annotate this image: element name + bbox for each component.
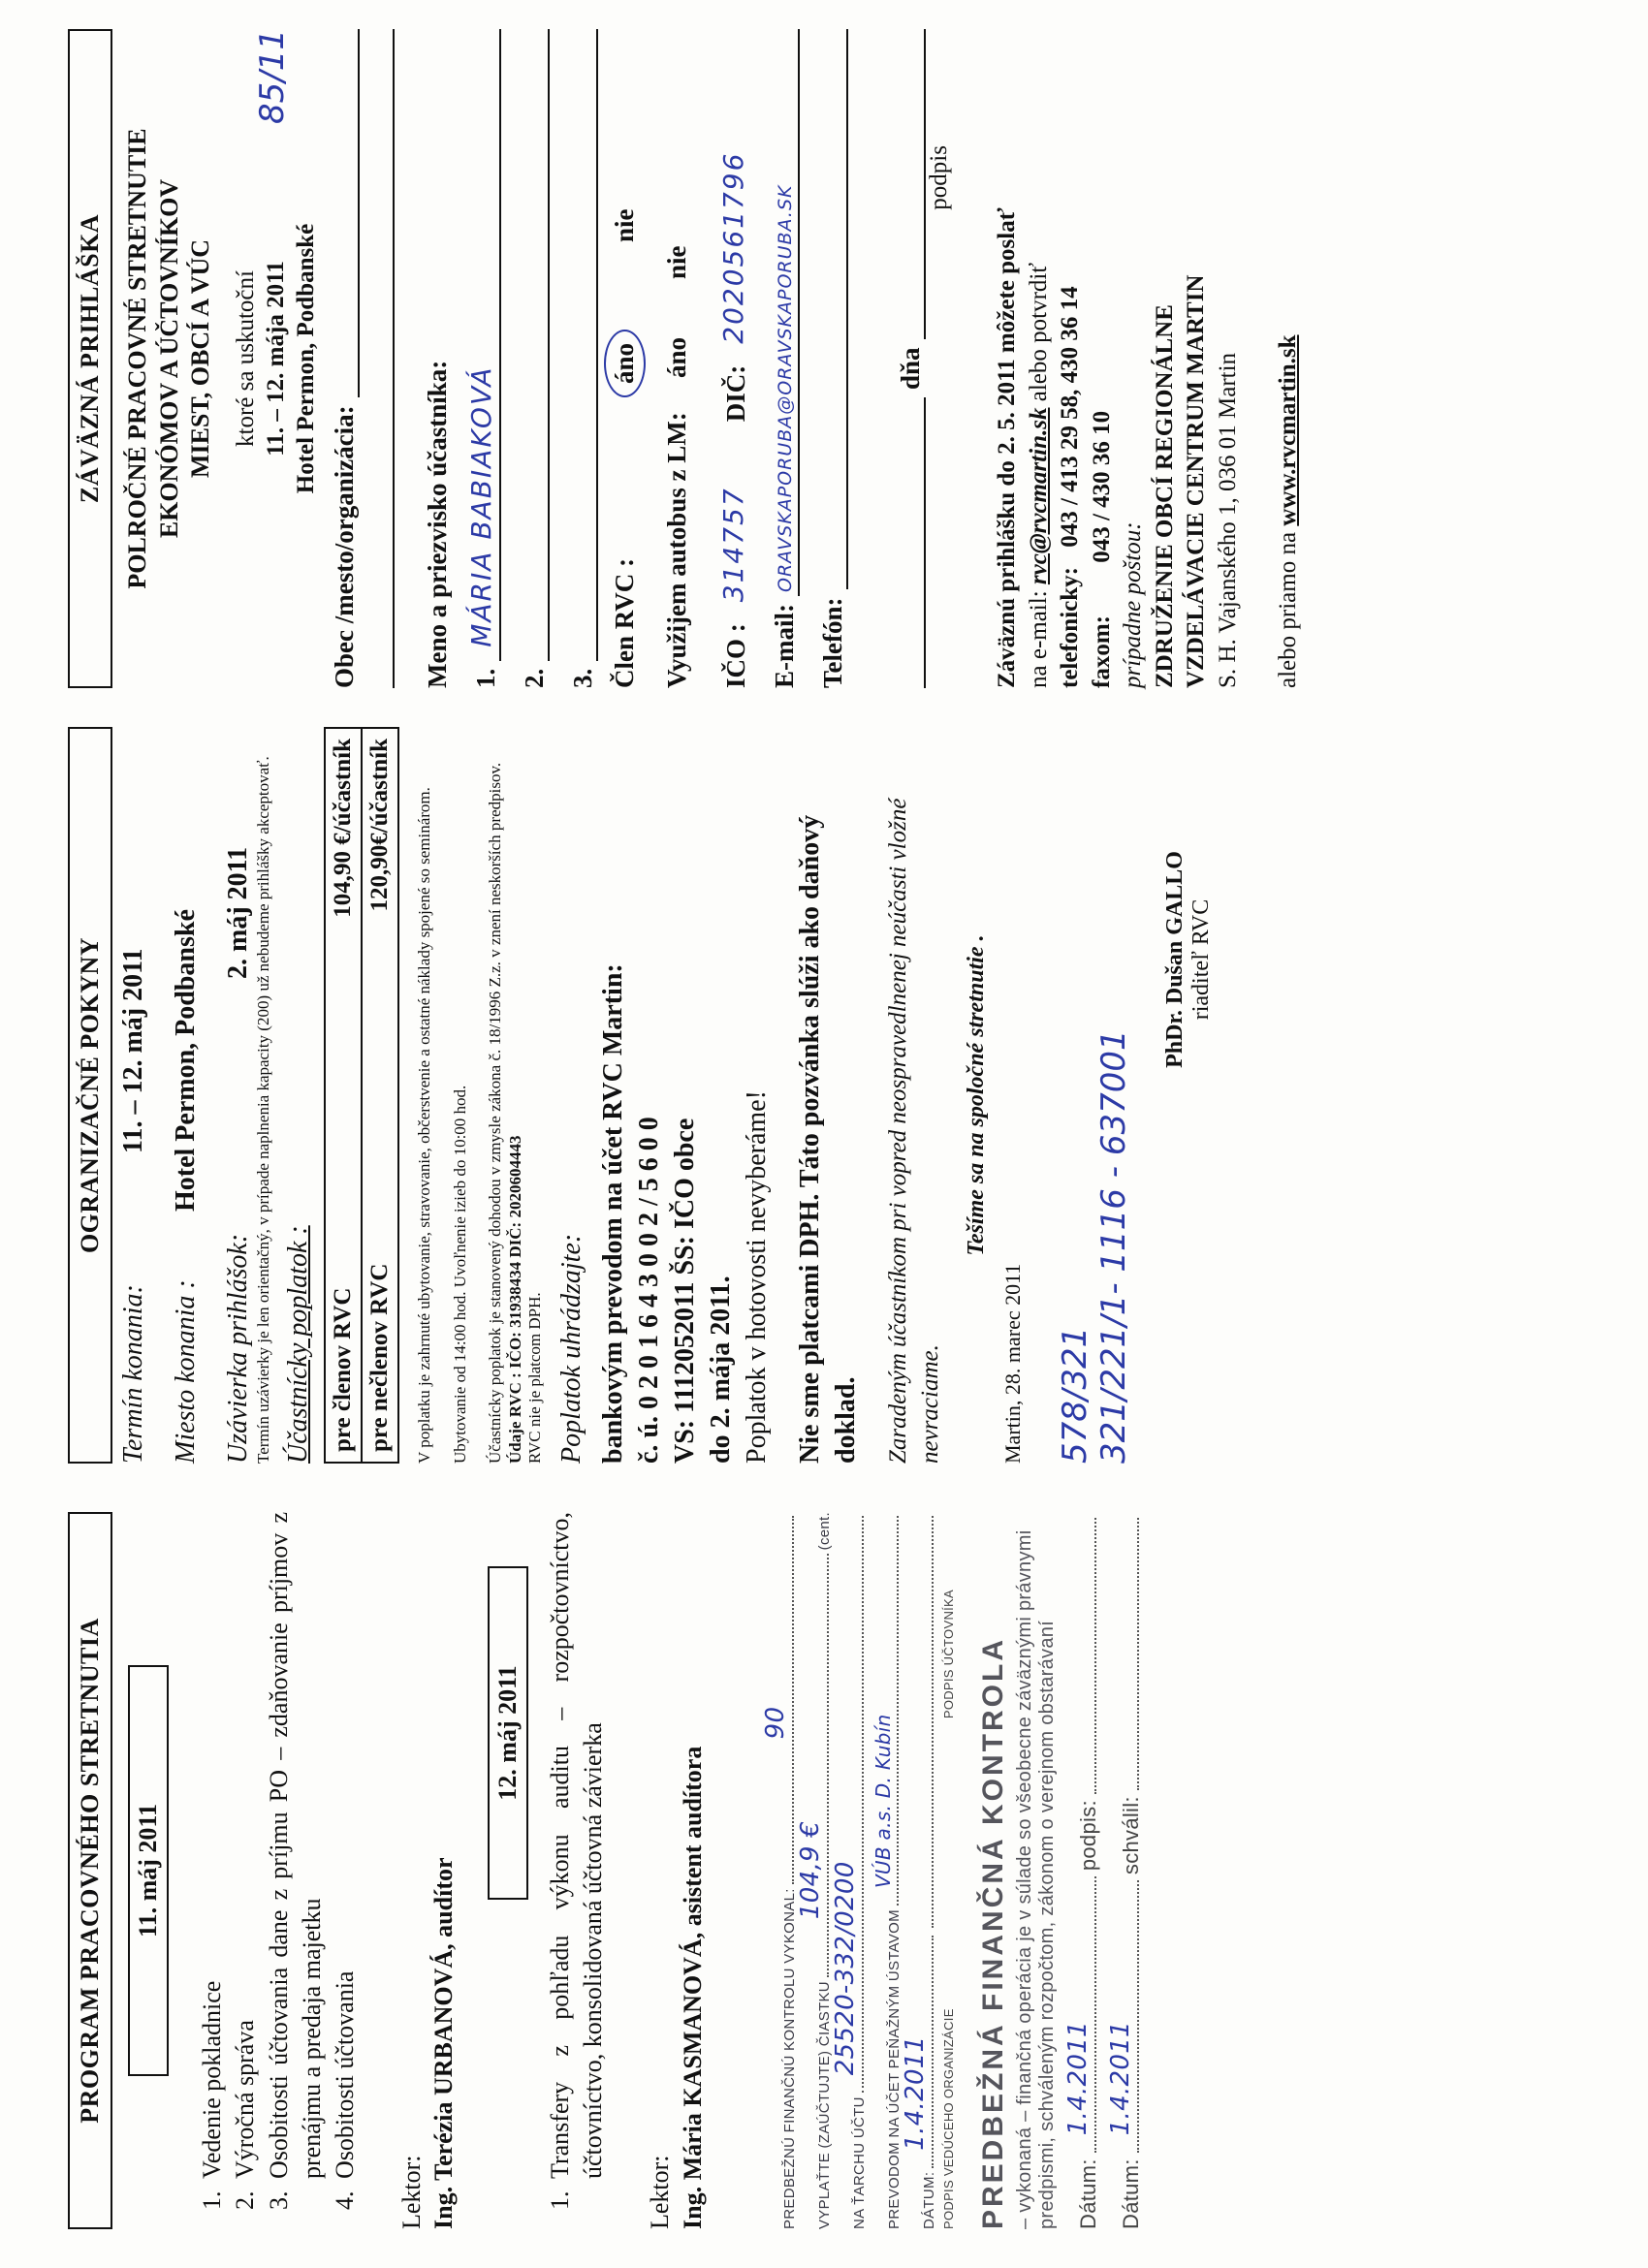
ico-input[interactable] xyxy=(718,422,751,615)
org-field-label: Obec /mesto/organizácia: xyxy=(330,405,360,688)
member-label: Člen RVC : xyxy=(609,557,639,688)
handwritten-value: 90 xyxy=(761,1706,791,1740)
contact-phone-row xyxy=(1055,29,1087,688)
date-sign-row xyxy=(868,29,926,688)
handwritten-value: 104,9 € xyxy=(796,1820,826,1920)
control-stamp-text: – vykonaná – finančná operácia je v súlade so všeobecne záväznými právnymi predpismi, schváleným rozpočtom, zákonom o verejnom obstarávaní xyxy=(1014,1529,1059,2229)
contact-email-row xyxy=(1024,29,1056,688)
handwritten-value: 25520-332/0200 xyxy=(831,1861,861,2076)
program-day2: 12. máj 2011 xyxy=(488,1566,528,1900)
stamp-label: schválil: xyxy=(1119,1796,1144,1875)
stamp-label: podpis: xyxy=(1076,1800,1101,1872)
control-stamp-title: PREDBEŽNÁ FINANČNÁ KONTROLA xyxy=(977,1637,1010,2229)
place-row xyxy=(171,727,202,1464)
payment-block xyxy=(596,727,776,1464)
list-item: 1. Vedenie pokladnice xyxy=(196,1512,229,2185)
refund-note: Zaradeným účastníkom pri vopred neospravedlnenej neúčasti vložné nevraciame. xyxy=(884,798,943,1464)
website-link[interactable]: www.rvcmartin.sk xyxy=(1275,334,1302,526)
rvc-data: Údaje RVC : IČO: 31938434 DIČ: 2020604443 xyxy=(505,1135,524,1464)
lector1 xyxy=(396,1512,461,2229)
term-label: Termín konania: xyxy=(118,1284,148,1464)
payment-label: Poplatok uhrádzajte: xyxy=(556,1233,587,1464)
contact-text: alebo priamo na xyxy=(1275,531,1302,688)
member-no-option[interactable]: nie xyxy=(609,208,639,242)
email-field xyxy=(751,29,800,688)
fee-note: V poplatku je zahrnuté ubytovanie, stravovanie, občerstvenie a ostatné náklady spojené so seminárom. xyxy=(415,787,434,1464)
payment-line: bankovým prevodom na účet RVC Martin: xyxy=(598,963,629,1464)
payment-line: VS: 1112052011 ŠS: IČO obce xyxy=(670,1118,701,1464)
deadline-label: Uzávierka prihlášok: xyxy=(223,1233,253,1464)
table-row xyxy=(326,729,361,1462)
handwritten-note: 321/221/1- 1116 - 637001 xyxy=(1093,1029,1133,1464)
fees-table xyxy=(324,727,399,1464)
participant-2-input[interactable] xyxy=(515,29,550,661)
ico-label: IČO : xyxy=(721,623,751,688)
ico-dic-row xyxy=(703,29,751,688)
day1-list xyxy=(196,1512,363,2229)
payment-line: Poplatok v hotovosti nevyberáme! xyxy=(742,1090,773,1464)
contact-email-link[interactable]: rvc@rvcmartin.sk xyxy=(1025,407,1052,585)
bus-yes-option[interactable]: áno xyxy=(661,336,691,378)
stamp-row-performed xyxy=(763,1512,798,2229)
participant-1-field xyxy=(453,29,501,688)
signature-block xyxy=(1162,727,1215,1192)
sign-head-caption: PODPIS VEDÚCEHO ORGANIZÁCIE xyxy=(941,2008,957,2229)
org-title: OGRANIZAČNÉ POKYNY xyxy=(68,727,112,1464)
stamp-label: VYPLAŤTE (ZAÚČTUJTE) ČIASTKU xyxy=(816,1981,834,2229)
list-item: 4. Osobitosti účtovania xyxy=(329,1512,362,2185)
date-label: dňa xyxy=(896,347,926,390)
fee-label: Účastnícky poplatok : xyxy=(283,1225,314,1464)
phone-label: Telefón: xyxy=(818,597,848,688)
stamp-label: PREVODOM NA ÚČET PEŇAŽNÝM ÚSTAVOM xyxy=(886,1909,903,2229)
web-row xyxy=(1273,29,1305,688)
contact-phones: 043 / 413 29 58, 430 36 14 xyxy=(1057,286,1084,548)
fee-amount: 120,90€/účastník xyxy=(366,739,394,912)
payment-line: č. ú. 0 2 0 1 6 4 3 0 0 2 / 5 6 0 0 xyxy=(634,1117,665,1464)
participant-3-input[interactable] xyxy=(563,29,598,661)
place-date: Martin, 28. marec 2011 xyxy=(999,1263,1025,1464)
payment-line: do 2. mája 2011. xyxy=(706,1276,737,1464)
contact-fax: 043 / 430 36 10 xyxy=(1088,410,1115,563)
lector1-label: Lektor: xyxy=(396,2155,426,2229)
deadline-value: 2. máj 2011 xyxy=(223,846,253,979)
bus-label: Využijem autobus z LM: xyxy=(661,412,691,688)
form-subtitle-line: POLROČNÉ PRACOVNÉ STRETNUTIE xyxy=(123,128,151,589)
control-row-date xyxy=(1059,1512,1101,2229)
participant-3-field xyxy=(550,29,598,688)
lector2 xyxy=(644,1512,710,2229)
stamp-label: DÁTUM: xyxy=(921,2171,938,2229)
legal-note: Účastnícky poplatok je stanovený dohodou v zmysle zákona č. 18/1996 Z.z. v znení neskorších predpisov. xyxy=(486,762,505,1464)
stamp-label: PREDBEŽNÚ FINANČNÚ KONTROLU VYKONAL: xyxy=(781,1888,799,2229)
bus-row xyxy=(650,29,703,688)
member-yes-option[interactable]: áno xyxy=(604,330,646,397)
fee-label-row xyxy=(283,727,314,1464)
fee-who: pre členov RVC xyxy=(330,1287,357,1452)
vat-note: Nie sme platcami DPH. Táto pozvánka slúži ako daňový doklad. xyxy=(795,814,862,1464)
dic-label: DIČ: xyxy=(721,364,751,423)
email-label: E-mail: xyxy=(770,604,800,688)
deadline-note: Termín uzávierky je len orientačný, v prípade naplnenia kapacity (200) už nebudeme prihlášky akceptovať. xyxy=(254,756,272,1464)
org-name-line: ZDRUŽENIE OBCÍ REGIONÁLNE xyxy=(1151,304,1178,688)
handwritten-value: MÁRIA BABIAKOVÁ xyxy=(465,365,498,647)
phone-field xyxy=(800,29,848,688)
contact-block xyxy=(992,29,1305,688)
dic-input[interactable] xyxy=(718,29,751,358)
table-row xyxy=(361,729,397,1462)
sign-accountant-caption: PODPIS ÚČTOVNÍKA xyxy=(941,1590,957,1719)
stamp-label: Dátum: xyxy=(1119,2158,1144,2229)
stamp-signature-captions xyxy=(941,1512,956,2229)
stamp-row-account xyxy=(833,1512,868,2229)
list-item: 2. Výročná správa xyxy=(229,1512,262,2185)
stamp-label: Dátum: xyxy=(1076,2158,1101,2229)
place-label: Miesto konania : xyxy=(171,1279,201,1464)
list-item: 3. Osobitosti účtovania dane z príjmu PO – zdaňovanie príjmov z prenájmu a predaja majetku xyxy=(263,1512,330,2185)
handwritten-value: ORAVSKAPORUBA@ORAVSKAPORUBA.SK xyxy=(775,184,797,592)
contact-line: Záväznú prihlášku do 2. 5. 2011 môžete poslať xyxy=(994,207,1021,688)
member-row xyxy=(598,29,650,688)
email-input[interactable] xyxy=(765,29,800,596)
financial-control-stamp xyxy=(763,1512,1144,2229)
post-note: prípadne poštou: xyxy=(1120,521,1147,688)
org-field-input[interactable] xyxy=(325,29,360,397)
handwritten-value: 1.4.2011 xyxy=(1106,2021,1136,2136)
fee-amount: 104,90 €/účastník xyxy=(330,739,357,918)
participant-num: 3. xyxy=(568,668,598,688)
held-date: 11. – 12. mája 2011 xyxy=(262,261,289,457)
contact-text: alebo potvrdiť xyxy=(1025,262,1052,402)
date-input[interactable] xyxy=(891,397,926,688)
handwritten-ref: 85/11 xyxy=(253,29,293,124)
program-title: PROGRAM PRACOVNÉHO STRETNUTIA xyxy=(68,1512,112,2229)
contact-fax-row xyxy=(1087,29,1119,688)
form-subtitle-line: MIEST, OBCÍ A VÚC xyxy=(186,238,214,479)
form-title: ZÁVÄZNÁ PRIHLÁŠKA xyxy=(68,29,112,688)
program-day1: 11. máj 2011 xyxy=(128,1665,169,2076)
phone-input[interactable] xyxy=(813,29,848,590)
stamp-row-pay xyxy=(798,1512,833,2229)
day2-list xyxy=(544,1512,611,2229)
org-name-line: VZDELÁVACIE CENTRUM MARTIN xyxy=(1183,274,1210,688)
stamp-label: (cent. xyxy=(816,1512,834,1551)
handwritten-value: 314757 xyxy=(717,487,750,603)
held-place: Hotel Permon, Podbanské xyxy=(293,223,319,494)
term-row xyxy=(118,727,149,1464)
stamp-row-date xyxy=(903,1512,937,2229)
handwritten-value: 1.4.2011 xyxy=(901,2035,931,2151)
org-panel xyxy=(68,727,1609,1464)
held-label: ktoré sa uskutoční xyxy=(232,270,259,447)
lector1-name: Ing. Terézia URBANOVÁ, audítor xyxy=(429,1857,459,2229)
deadline-row xyxy=(223,727,254,1464)
program-panel xyxy=(68,1512,1609,2229)
lector2-label: Lektor: xyxy=(645,2155,674,2229)
stamp-label: NA ŤARCHU ÚČTU xyxy=(851,2096,869,2229)
list-item: 1. Transfery z pohľadu výkonu auditu – rozpočtovníctvo, účtovníctvo, konsolidovaná účtovná závierka xyxy=(544,1512,611,2185)
handwritten-value: 1.4.2011 xyxy=(1063,2021,1093,2136)
lector2-name: Ing. Mária KASMANOVÁ, asistent audítora xyxy=(678,1746,707,2229)
registration-form-panel xyxy=(68,29,1609,688)
signer-name: PhDr. Dušan GALLO xyxy=(1161,851,1188,1068)
name-label-row xyxy=(404,29,453,688)
place-value: Hotel Permon, Podbanské xyxy=(171,909,201,1212)
contact-text: na e-mail: xyxy=(1025,590,1052,688)
stamp-row-transfer xyxy=(868,1512,903,2229)
fee-who: pre nečlenov RVC xyxy=(366,1263,394,1452)
bus-no-option[interactable]: nie xyxy=(661,245,691,279)
handwritten-value: 2020561796 xyxy=(717,151,750,344)
rvc-vat: RVC nie je platcom DPH. xyxy=(524,1292,544,1464)
form-subtitle-line: EKONÓMOV A ÚČTOVNÍKOV xyxy=(154,178,183,539)
sign-caption: podpis xyxy=(926,145,953,210)
form-subtitle xyxy=(122,29,217,688)
participant-num: 1. xyxy=(471,668,501,688)
org-address: S. H. Vajanského 1, 036 01 Martin xyxy=(1214,352,1241,688)
participant-num: 2. xyxy=(520,668,550,688)
control-row-approved xyxy=(1101,1512,1144,2229)
participant-1-input[interactable] xyxy=(466,29,501,661)
contact-fax-label: faxom: xyxy=(1088,615,1115,688)
name-field-label: Meno a priezvisko účastníka: xyxy=(423,360,453,688)
signature-input[interactable] xyxy=(891,29,926,339)
signer-role: riaditeľ RVC xyxy=(1188,898,1214,1021)
closing-text: Tešíme sa na spoločné stretnutie . xyxy=(963,934,989,1256)
handwritten-note: 578/321 xyxy=(1055,1326,1094,1464)
contact-phone-label: telefonicky: xyxy=(1057,567,1084,688)
accommodation-note: Ubytovanie od 14:00 hod. Uvoľnenie izieb do 10:00 hod. xyxy=(450,1085,469,1464)
term-value: 11. – 12. máj 2011 xyxy=(118,948,148,1153)
handwritten-value: VÚB a.s. D. Kubín xyxy=(872,1714,896,1889)
participant-2-field xyxy=(501,29,550,688)
